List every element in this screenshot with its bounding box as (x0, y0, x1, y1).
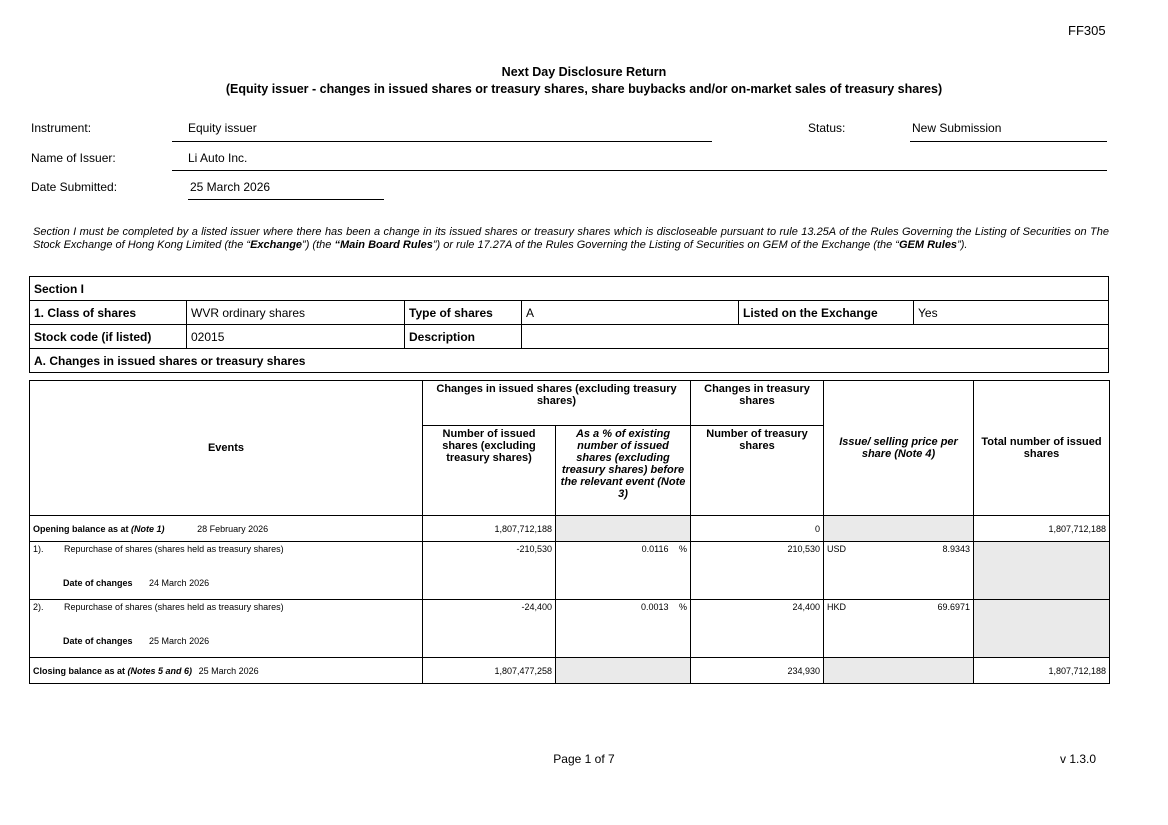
event-2-currency: HKD (827, 602, 847, 612)
opening-date: 28 February 2026 (197, 523, 269, 534)
event-2-treasury: 24,400 (691, 600, 824, 658)
form-code: FF305 (1068, 23, 1106, 38)
table-row (30, 542, 1110, 600)
closing-price-empty (824, 658, 974, 684)
event-2-pct: 0.0013 (640, 602, 669, 612)
section-title: Section I (30, 277, 1109, 301)
header-total: Total number of issued shares (974, 381, 1110, 516)
event-2-price-cell (824, 600, 974, 658)
stock-code-label: Stock code (if listed) (30, 325, 187, 349)
event-2-issued: -24,400 (423, 600, 556, 658)
opening-treasury: 0 (691, 516, 824, 542)
date-value: 25 March 2026 (190, 180, 271, 194)
closing-row (30, 658, 1110, 684)
page-title (0, 64, 1168, 98)
description-label: Description (405, 325, 522, 349)
date-label: Date Submitted: (31, 180, 118, 194)
event-1-desc: Repurchase of shares (shares held as treasury shares) (64, 544, 284, 554)
event-2-doc-label: Date of changes (63, 636, 133, 646)
event-1-num: 1). (33, 544, 44, 554)
event-2-doc-value: 25 March 2026 (149, 636, 210, 646)
opening-total: 1,807,712,188 (974, 516, 1110, 542)
header-changes-treasury: Changes in treasury shares (691, 381, 824, 426)
event-1-pct-cell (556, 542, 691, 600)
event-2-total-empty (974, 600, 1110, 658)
part-a-heading: A. Changes in issued shares or treasury shares (30, 349, 1109, 373)
closing-label: Closing balance as at (33, 665, 126, 676)
opening-price-empty (824, 516, 974, 542)
intro-paragraph: Section I must be completed by a listed issuer where there has been a change in its issued shares or treasury shares which is discloseable pursuant to rule 13.25A of the Rules Governing the Listing of Securities on The Stock Exchange of Hong Kong Limited (the “Exchange”) (the “Main Board Rules”) or rule 17.27A of the Rules Governing the Listing of Securities on GEM of the Exchange (the “GEM Rules”). (33, 226, 1109, 251)
closing-issued: 1,807,477,258 (423, 658, 556, 684)
issuer-underline (172, 169, 1107, 171)
issuer-label: Name of Issuer: (31, 151, 116, 165)
header-price: Issue/ selling price per share (Note 4) (824, 381, 974, 516)
event-1-treasury: 210,530 (691, 542, 824, 600)
title-line-2: (Equity issuer - changes in issued shares or treasury shares, share buybacks and/or on-market sales of treasury shares) (225, 82, 943, 96)
opening-cell (30, 516, 423, 542)
closing-note: (Notes 5 and 6) (127, 665, 193, 676)
status-underline (910, 140, 1107, 142)
header-changes-issued: Changes in issued shares (excluding treasury shares) (423, 381, 691, 426)
opening-note: (Note 1) (131, 523, 165, 534)
closing-date: 25 March 2026 (198, 665, 259, 676)
event-1-currency: USD (827, 544, 847, 554)
date-underline (188, 198, 384, 200)
stock-code-value: 02015 (187, 325, 405, 349)
closing-treasury: 234,930 (691, 658, 824, 684)
header-pct: As a % of existing number of issued shares (excluding treasury shares) before the relevant event (Note 3) (556, 426, 691, 516)
event-2-pct-sign: % (679, 602, 688, 612)
issuer-value: Li Auto Inc. (188, 151, 248, 165)
description-value (522, 325, 1109, 349)
listed-value: Yes (914, 301, 1109, 325)
event-2-cell (30, 600, 423, 658)
event-1-price-cell (824, 542, 974, 600)
page-number: Page 1 of 7 (553, 752, 615, 766)
event-2-desc: Repurchase of shares (shares held as treasury shares) (64, 602, 284, 612)
event-1-total-empty (974, 542, 1110, 600)
event-1-doc-label: Date of changes (63, 578, 133, 588)
event-1-issued: -210,530 (423, 542, 556, 600)
closing-cell (30, 658, 423, 684)
event-1-cell (30, 542, 423, 600)
instrument-label: Instrument: (31, 121, 92, 135)
closing-total: 1,807,712,188 (974, 658, 1110, 684)
event-1-doc-value: 24 March 2026 (149, 578, 210, 588)
type-label: Type of shares (405, 301, 522, 325)
opening-row (30, 516, 1110, 542)
listed-label: Listed on the Exchange (739, 301, 914, 325)
version-label: v 1.3.0 (1060, 752, 1097, 766)
header-events: Events (30, 381, 423, 516)
header-num-issued: Number of issued shares (excluding treasury shares) (423, 426, 556, 516)
table-row (30, 600, 1110, 658)
opening-pct-empty (556, 516, 691, 542)
status-label: Status: (808, 121, 846, 135)
section-table (29, 276, 1109, 373)
event-1-pct-sign: % (679, 544, 688, 554)
event-2-num: 2). (33, 602, 44, 612)
title-line-1: Next Day Disclosure Return (501, 65, 667, 79)
instrument-value: Equity issuer (188, 121, 257, 135)
event-1-pct: 0.0116 (641, 544, 669, 554)
type-value: A (522, 301, 739, 325)
event-2-pct-cell (556, 600, 691, 658)
class-label: 1. Class of shares (30, 301, 187, 325)
opening-issued: 1,807,712,188 (423, 516, 556, 542)
opening-label: Opening balance as at (33, 523, 129, 534)
header-num-treasury: Number of treasury shares (691, 426, 824, 516)
event-2-price: 69.6971 (937, 602, 971, 612)
status-value: New Submission (912, 121, 1002, 135)
class-value: WVR ordinary shares (187, 301, 405, 325)
closing-pct-empty (556, 658, 691, 684)
changes-table (29, 380, 1110, 684)
event-1-price: 8.9343 (942, 544, 971, 554)
instrument-underline (172, 140, 712, 142)
